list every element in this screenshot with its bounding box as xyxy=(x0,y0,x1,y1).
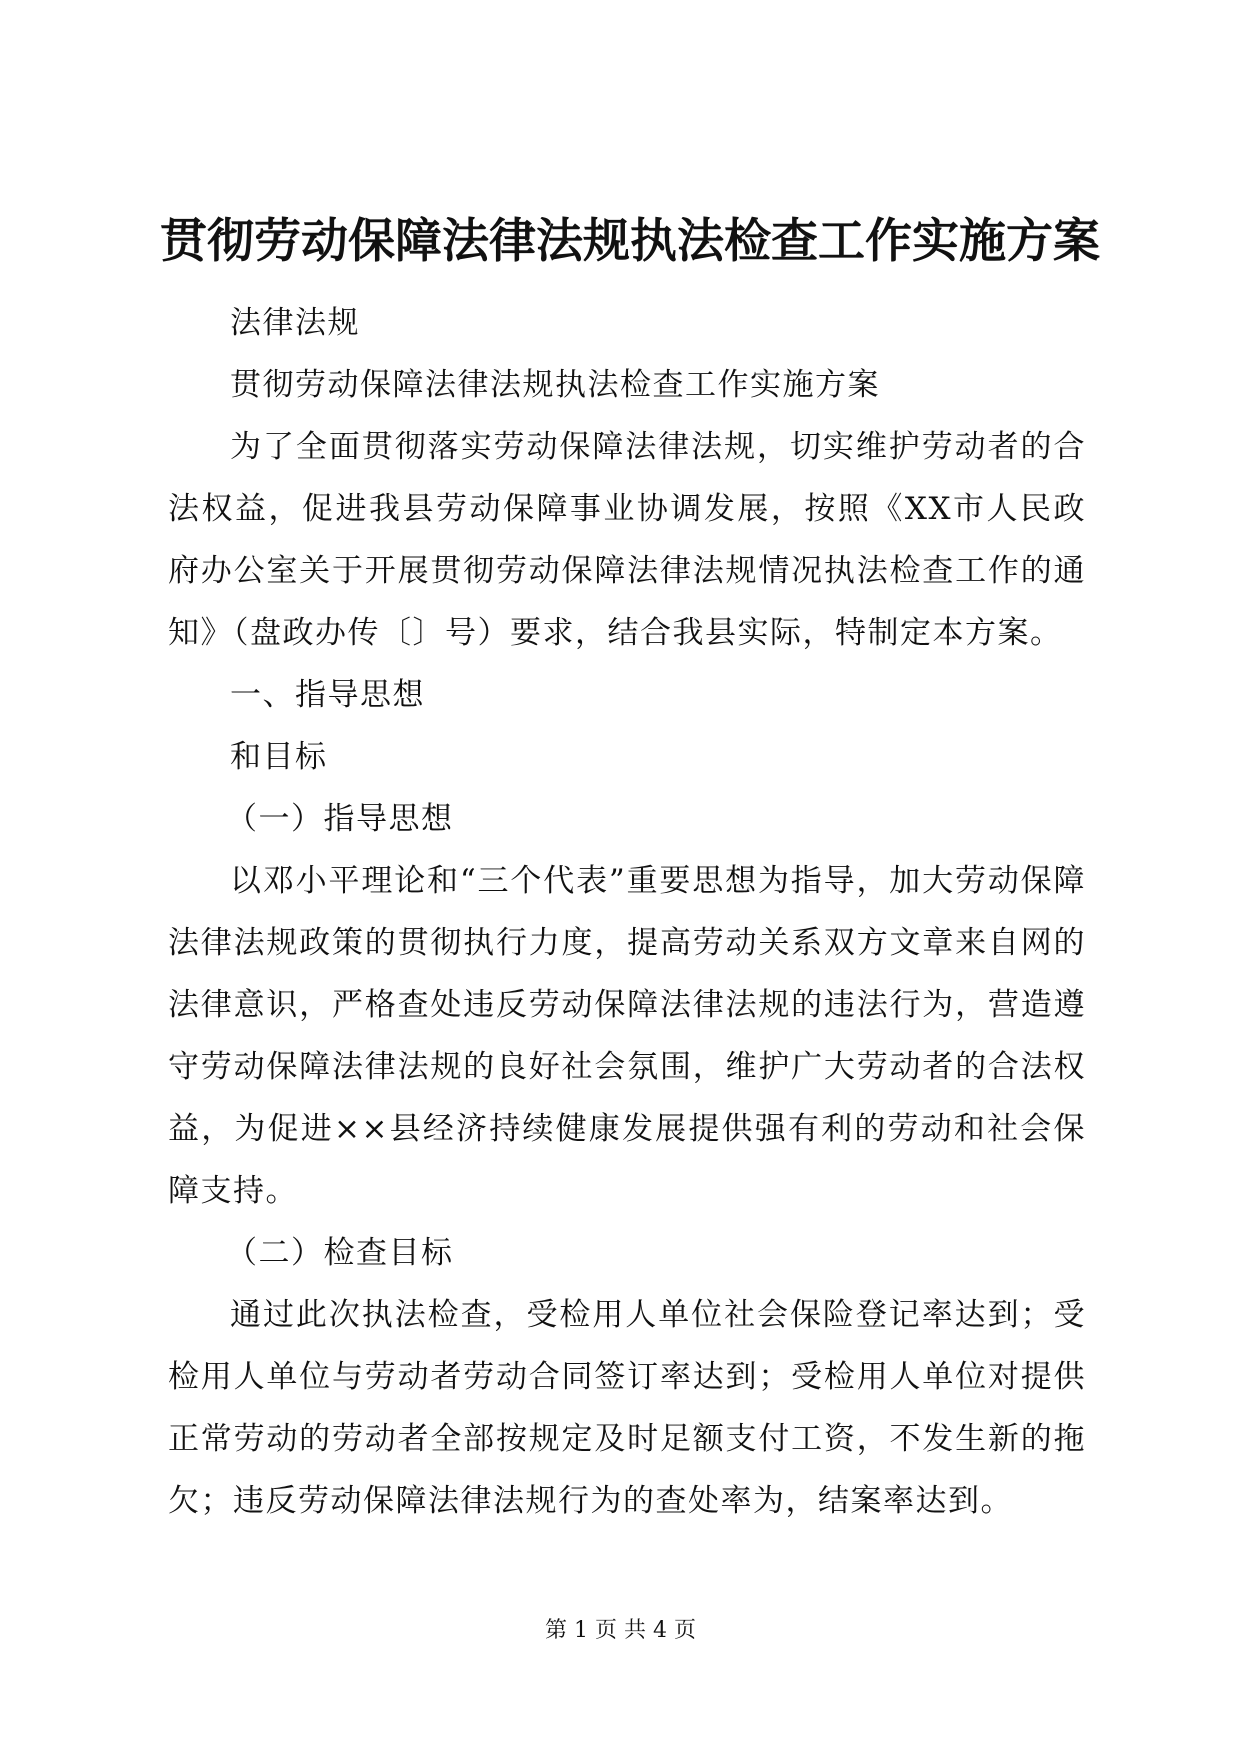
section-heading-goals: 和目标 xyxy=(230,739,328,775)
document-body xyxy=(168,292,1086,1532)
paragraph-guiding-content: 以邓小平理论和“三个代表”重要思想为指导，加大劳动保障法律法规政策的贯彻执行力度，提高劳动关系双方文章来自网的法律意识，严格查处违反劳动保障法律法规的违法行为，营造遵守劳动保障法律法规的良好社会氛围，维护广大劳动者的合法权益，为促进××县经济持续健康发展提供强有利的劳动和社会保障支持。 xyxy=(168,863,1086,1209)
subsection-heading-goals: （二）检查目标 xyxy=(226,1235,454,1271)
paragraph-category: 法律法规 xyxy=(230,305,360,341)
document-title: 贯彻劳动保障法律法规执法检查工作实施方案 xyxy=(160,214,1100,269)
subsection-heading-guiding: （一）指导思想 xyxy=(226,801,454,837)
page-number-footer: 第 1 页 共 4 页 xyxy=(545,1618,696,1643)
paragraph-goals-content: 通过此次执法检查，受检用人单位社会保险登记率达到；受检用人单位与劳动者劳动合同签订率达到；受检用人单位对提供正常劳动的劳动者全部按规定及时足额支付工资，不发生新的拖欠；违反劳动保障法律法规行为的查处率为，结案率达到。 xyxy=(168,1297,1086,1519)
section-heading-guiding: 一、指导思想 xyxy=(230,677,425,713)
paragraph-intro: 为了全面贯彻落实劳动保障法律法规，切实维护劳动者的合法权益，促进我县劳动保障事业协调发展，按照《XX市人民政府办公室关于开展贯彻劳动保障法律法规情况执法检查工作的通知》（盘政办传〔〕号）要求，结合我县实际，特制定本方案。 xyxy=(168,429,1086,651)
paragraph-subtitle: 贯彻劳动保障法律法规执法检查工作实施方案 xyxy=(230,367,880,403)
